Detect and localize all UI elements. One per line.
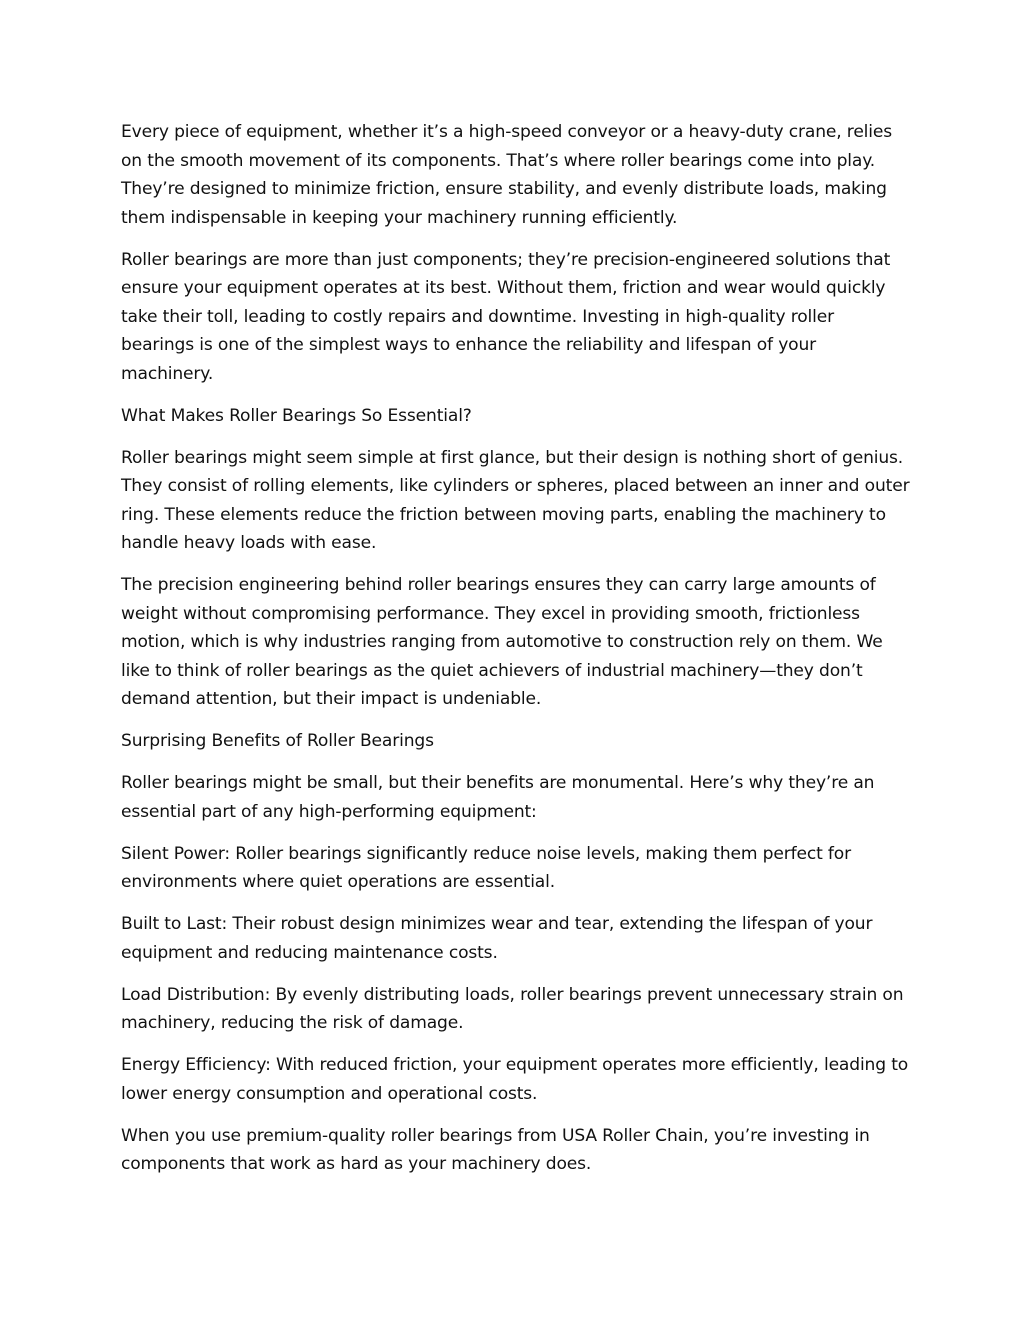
benefit-silent-power: Silent Power: Roller bearings significantly reduce noise levels, making them perfect for environments where quiet operations are essential. <box>121 843 851 892</box>
engineering-paragraph: The precision engineering behind roller bearings ensures they can carry large amounts of weight without compromising performance. They excel in providing smooth, frictionless motion, which is why industries ranging from automotive to construction rely on them. We like to think of roller bearings as the quiet achievers of industrial machinery—they don’t demand attention, but their impact is undeniable. <box>121 575 883 709</box>
benefit-energy-efficiency: Energy Efficiency: With reduced friction, your equipment operates more efficiently, leading to lower energy consumption and operational costs. <box>121 1055 909 1104</box>
intro-paragraph: Every piece of equipment, whether it’s a high-speed conveyor or a heavy-duty crane, relies on the smooth movement of its components. That’s where roller bearings come into play. They’re designed to minimize friction, ensure stability, and evenly distribute loads, making them indispensable in keeping your machinery running efficiently. <box>121 122 893 228</box>
document-page <box>121 118 911 1192</box>
importance-paragraph: Roller bearings are more than just components; they’re precision-engineered solutions that ensure your equipment operates at its best. Without them, friction and wear would quickly take their toll, leading to costly repairs and downtime. Investing in high-quality roller bearings is one of the simplest ways to enhance the reliability and lifespan of your machinery. <box>121 249 891 384</box>
section-heading-essential: What Makes Roller Bearings So Essential? <box>121 405 472 426</box>
benefit-built-to-last: Built to Last: Their robust design minimizes wear and tear, extending the lifespan of your equipment and reducing maintenance costs. <box>121 914 873 963</box>
benefit-load-distribution: Load Distribution: By evenly distributing loads, roller bearings prevent unnecessary strain on machinery, reducing the risk of damage. <box>121 984 904 1033</box>
benefits-intro-paragraph: Roller bearings might be small, but their benefits are monumental. Here’s why they’re an essential part of any high-performing equipment: <box>121 773 875 822</box>
closing-paragraph: When you use premium-quality roller bearings from USA Roller Chain, you’re investing in components that work as hard as your machinery does. <box>121 1125 870 1174</box>
section-heading-benefits: Surprising Benefits of Roller Bearings <box>121 731 434 751</box>
design-paragraph: Roller bearings might seem simple at first glance, but their design is nothing short of genius. They consist of rolling elements, like cylinders or spheres, placed between an inner and outer ring. These elements reduce the friction between moving parts, enabling the machinery to handle heavy loads with ease. <box>121 447 910 553</box>
